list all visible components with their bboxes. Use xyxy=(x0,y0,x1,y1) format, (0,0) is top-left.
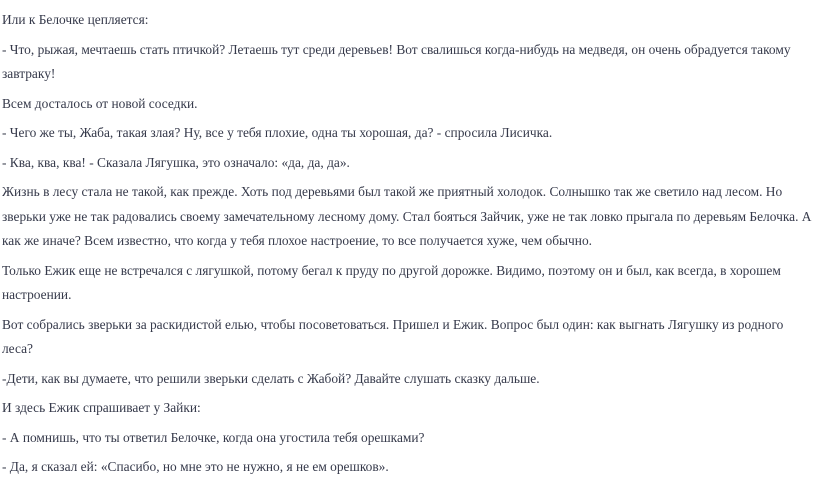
paragraph-4: - Чего же ты, Жаба, такая злая? Ну, все у тебя плохие, одна ты хорошая, да? - спросила Лисичка. xyxy=(2,125,553,140)
paragraph-1: Или к Белочке цепляется: xyxy=(2,12,149,27)
paragraph-9: -Дети, как вы думаете, что решили зверьки сделать с Жабой? Давайте слушать сказку дальше. xyxy=(2,370,540,386)
paragraph-6: Жизнь в лесу стала не такой, как прежде. Хоть под деревьями был такой же приятный холодок. Солнышко так же светило над лесом. Но зверьки уже не так радовались своему замечательному лесному дому. Стал бояться Зайчик, уже не так ловко прыгала по деревьям Белочка. А как же иначе? Всем известно, что когда у тебя плохое настроение, то все получается хуже, чем обычно. xyxy=(2,184,812,248)
paragraph-2: - Что, рыжая, мечтаешь стать птичкой? Летаешь тут среди деревьев! Вот свалишься когда-нибудь на медведя, он очень обрадуется такому завтраку! xyxy=(2,41,791,81)
paragraph-7: Только Ежик еще не встречался с лягушкой, потому бегал к пруду по другой дорожке. Видимо, поэтому он и был, как всегда, в хорошем настроении. xyxy=(2,262,781,302)
paragraph-11: - А помнишь, что ты ответил Белочке, когда она угостила тебя орешками? xyxy=(2,429,425,445)
paragraph-8: Вот собрались зверьки за раскидистой елью, чтобы посоветоваться. Пришел и Ежик. Вопрос был один: как выгнать Лягушку из родного леса? xyxy=(2,316,784,356)
paragraph-12: - Да, я сказал ей: «Спасибо, но мне это не нужно, я не ем орешков». xyxy=(2,459,389,474)
paragraph-3: Всем досталось от новой соседки. xyxy=(2,95,198,111)
paragraph-5: - Ква, ква, ква! - Сказала Лягушка, это означало: «да, да, да». xyxy=(2,154,350,170)
paragraph-10: И здесь Ежик спрашивает у Зайки: xyxy=(2,400,201,415)
